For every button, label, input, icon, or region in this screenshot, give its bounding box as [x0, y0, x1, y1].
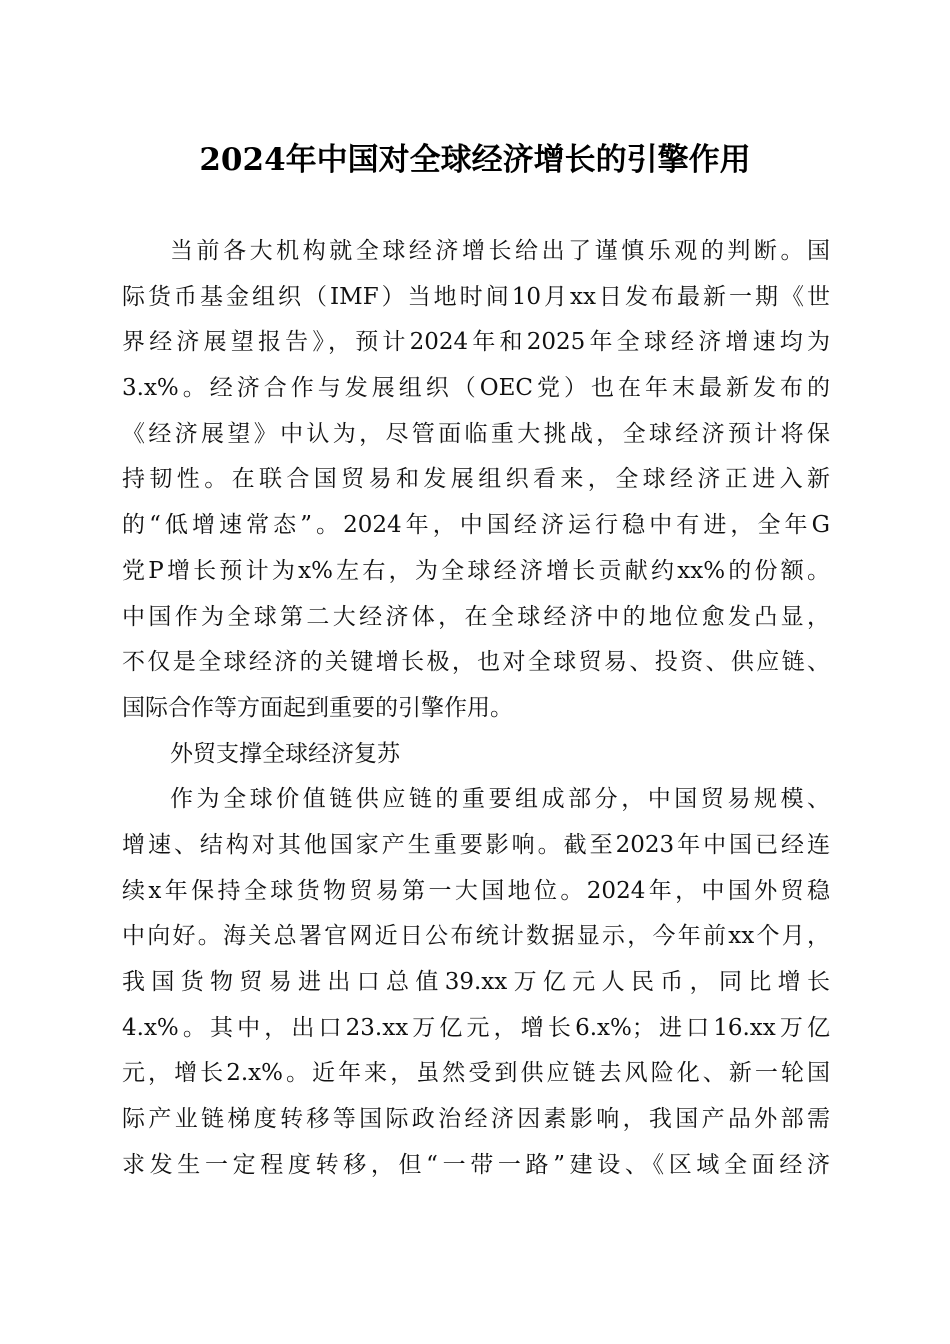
- paragraph-line: 界经济展望报告》，预计2024年和2025年全球经济增速均为: [122, 329, 830, 356]
- paragraph-line: 际货币基金组织（IMF）当地时间10月xx日发布最新一期《世: [122, 283, 830, 310]
- paragraph-line: 当前各大机构就全球经济增长给出了谨慎乐观的判断。国: [170, 238, 830, 264]
- paragraph-line: 持韧性。在联合国贸易和发展组织看来，全球经济正进入新: [122, 466, 830, 493]
- document-body: [122, 229, 830, 1188]
- paragraph-line: 中国作为全球第二大经济体，在全球经济中的地位愈发凸显，: [122, 603, 830, 630]
- paragraph-line: 元，增长2.x%。近年来，虽然受到供应链去风险化、新一轮国: [122, 1060, 830, 1087]
- paragraph-line: 不仅是全球经济的关键增长极，也对全球贸易、投资、供应链、: [122, 649, 830, 676]
- paragraph-line: 增速、结构对其他国家产生重要影响。截至2023年中国已经连: [122, 831, 830, 858]
- section-heading: 外贸支撑全球经济复苏: [170, 740, 400, 767]
- paragraph-line: 续x年保持全球货物贸易第一大国地位。2024年，中国外贸稳: [122, 877, 830, 904]
- paragraph-line: 求发生一定程度转移，但“一带一路”建设、《区域全面经济: [122, 1151, 830, 1178]
- paragraph-line: 中向好。海关总署官网近日公布统计数据显示，今年前xx个月，: [122, 923, 830, 950]
- document-title: 2024年中国对全球经济增长的引擎作用: [199, 142, 751, 178]
- paragraph-line: 党P增长预计为x%左右，为全球经济增长贡献约xx%的份额。: [122, 557, 830, 584]
- paragraph-line: 3.x%。经济合作与发展组织（OEC党）也在年末最新发布的: [122, 375, 830, 402]
- paragraph-line: 的“低增速常态”。2024年，中国经济运行稳中有进，全年G: [122, 512, 830, 539]
- paragraph-line: 《经济展望》中认为，尽管面临重大挑战，全球经济预计将保: [122, 420, 830, 447]
- paragraph-line: 际产业链梯度转移等国际政治经济因素影响，我国产品外部需: [122, 1106, 830, 1133]
- paragraph-line: 4.x%。其中，出口23.xx万亿元，增长6.x%；进口16.xx万亿: [122, 1014, 830, 1041]
- paragraph-line: 作为全球价值链供应链的重要组成部分，中国贸易规模、: [170, 786, 830, 813]
- paragraph-line: 我国货物贸易进出口总值39.xx万亿元人民币，同比增长: [122, 969, 830, 995]
- paragraph-line: 国际合作等方面起到重要的引擎作用。: [122, 694, 513, 721]
